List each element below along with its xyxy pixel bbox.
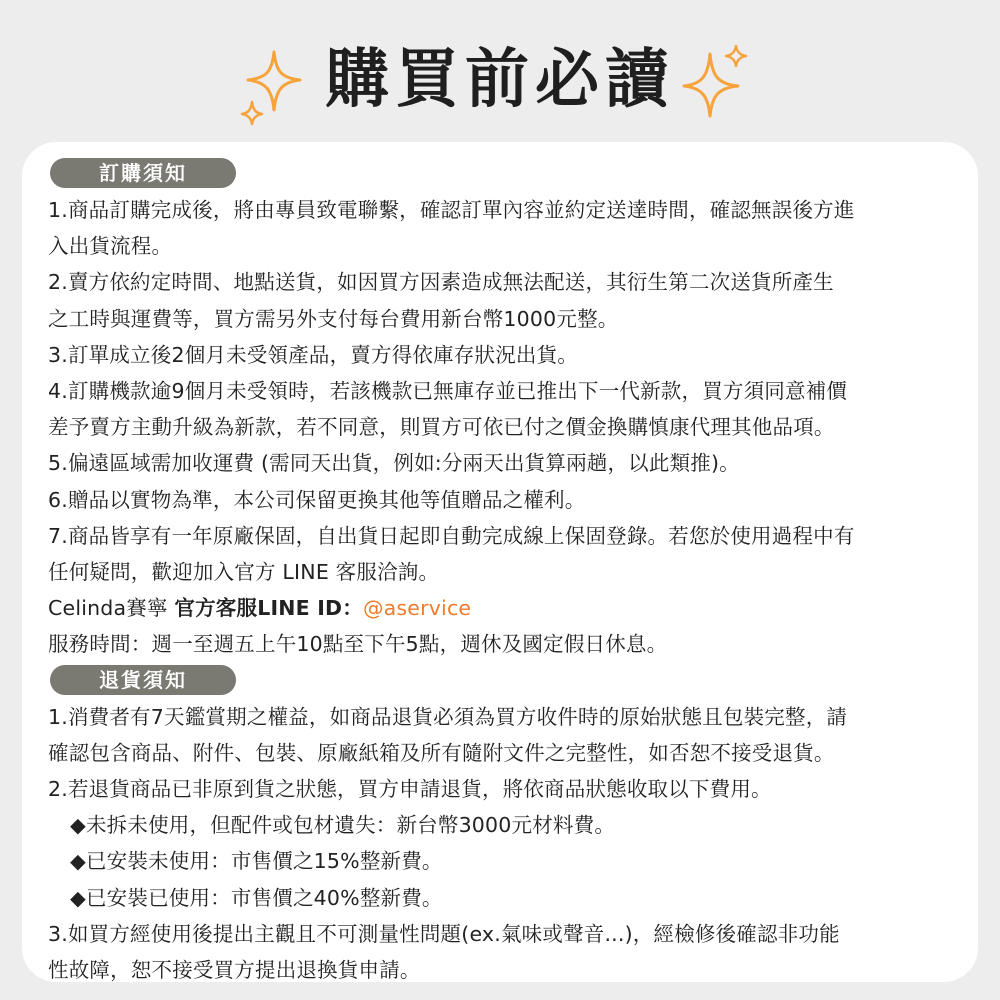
order-line-7a: 7.商品皆享有一年原廠保固，自出貨日起即自動完成線上保固登錄。若您於使用過程中有 xyxy=(48,523,855,548)
return-line-3a: 3.如買方經使用後提出主觀且不可測量性問題(ex.氣味或聲音...)，經檢修後確認非功能 xyxy=(48,921,840,946)
order-section-header xyxy=(50,158,968,188)
fee-item-3: ◆已安裝已使用：市售價之40%整新費。 xyxy=(70,885,443,910)
return-line-2: 2.若退貨商品已非原到貨之狀態，買方申請退貨，將依商品狀態收取以下費用。 xyxy=(48,777,772,802)
order-line-5: 5.偏遠區域需加收運費 (需同天出貨，例如:分兩天出貨算兩趟，以此類推)。 xyxy=(48,451,740,476)
order-section-pill: 訂購須知 xyxy=(50,158,236,188)
brand-name: Celinda賽寧 xyxy=(48,596,175,621)
order-line-2b: 之工時與運費等，買方需另外支付每台費用新台幣1000元整。 xyxy=(48,306,619,331)
notice-content xyxy=(48,158,968,988)
order-line-4a: 4.訂購機款逾9個月未受領時，若該機款已無庫存並已推出下一代新款，買方須同意補價 xyxy=(48,379,848,404)
sparkle-icon xyxy=(682,40,752,120)
line-id-label: 官方客服LINE ID： xyxy=(174,596,363,621)
order-line-1b: 入出貨流程。 xyxy=(48,234,173,259)
notice-card xyxy=(22,142,978,982)
order-line-2a: 2.賣方依約定時間、地點送貨，如因買方因素造成無法配送，其衍生第二次送貨所產生 xyxy=(48,270,834,295)
service-hours: 服務時間：週一至週五上午10點至下午5點，週休及國定假日休息。 xyxy=(48,632,668,657)
return-line-1a: 1.消費者有7天鑑賞期之權益，如商品退貨必須為買方收件時的原始狀態且包裝完整，請 xyxy=(48,704,848,729)
fee-item-1: ◆未拆未使用，但配件或包材遺失：新台幣3000元材料費。 xyxy=(70,813,616,838)
order-line-7b: 任何疑問，歡迎加入官方 LINE 客服洽詢。 xyxy=(48,560,440,585)
return-section-header xyxy=(50,665,968,695)
order-line-3: 3.訂單成立後2個月未受領產品，賣方得依庫存狀況出貨。 xyxy=(48,342,579,367)
return-line-1b: 確認包含商品、附件、包裝、原廠紙箱及所有隨附文件之完整性，如否恕不接受退貨。 xyxy=(48,740,835,765)
order-line-1a: 1.商品訂購完成後，將由專員致電聯繫，確認訂單內容並約定送達時間，確認無誤後方進 xyxy=(48,198,855,222)
return-section-pill: 退貨須知 xyxy=(50,665,236,695)
line-id-link[interactable]: @aservice xyxy=(362,596,472,621)
page-title: 購買前必讀 xyxy=(325,43,675,117)
fee-item-2: ◆已安裝未使用：市售價之15%整新費。 xyxy=(70,849,443,874)
order-line-6: 6.贈品以實物為準，本公司保留更換其他等值贈品之權利。 xyxy=(48,487,586,512)
page-header xyxy=(0,0,1000,140)
return-line-3b: 性故障，恕不接受買方提出退換貨申請。 xyxy=(48,958,421,983)
order-line-4b: 差予賣方主動升級為新款，若不同意，則買方可依已付之價金換購慎康代理其他品項。 xyxy=(48,415,835,440)
line-id-row xyxy=(48,590,968,626)
